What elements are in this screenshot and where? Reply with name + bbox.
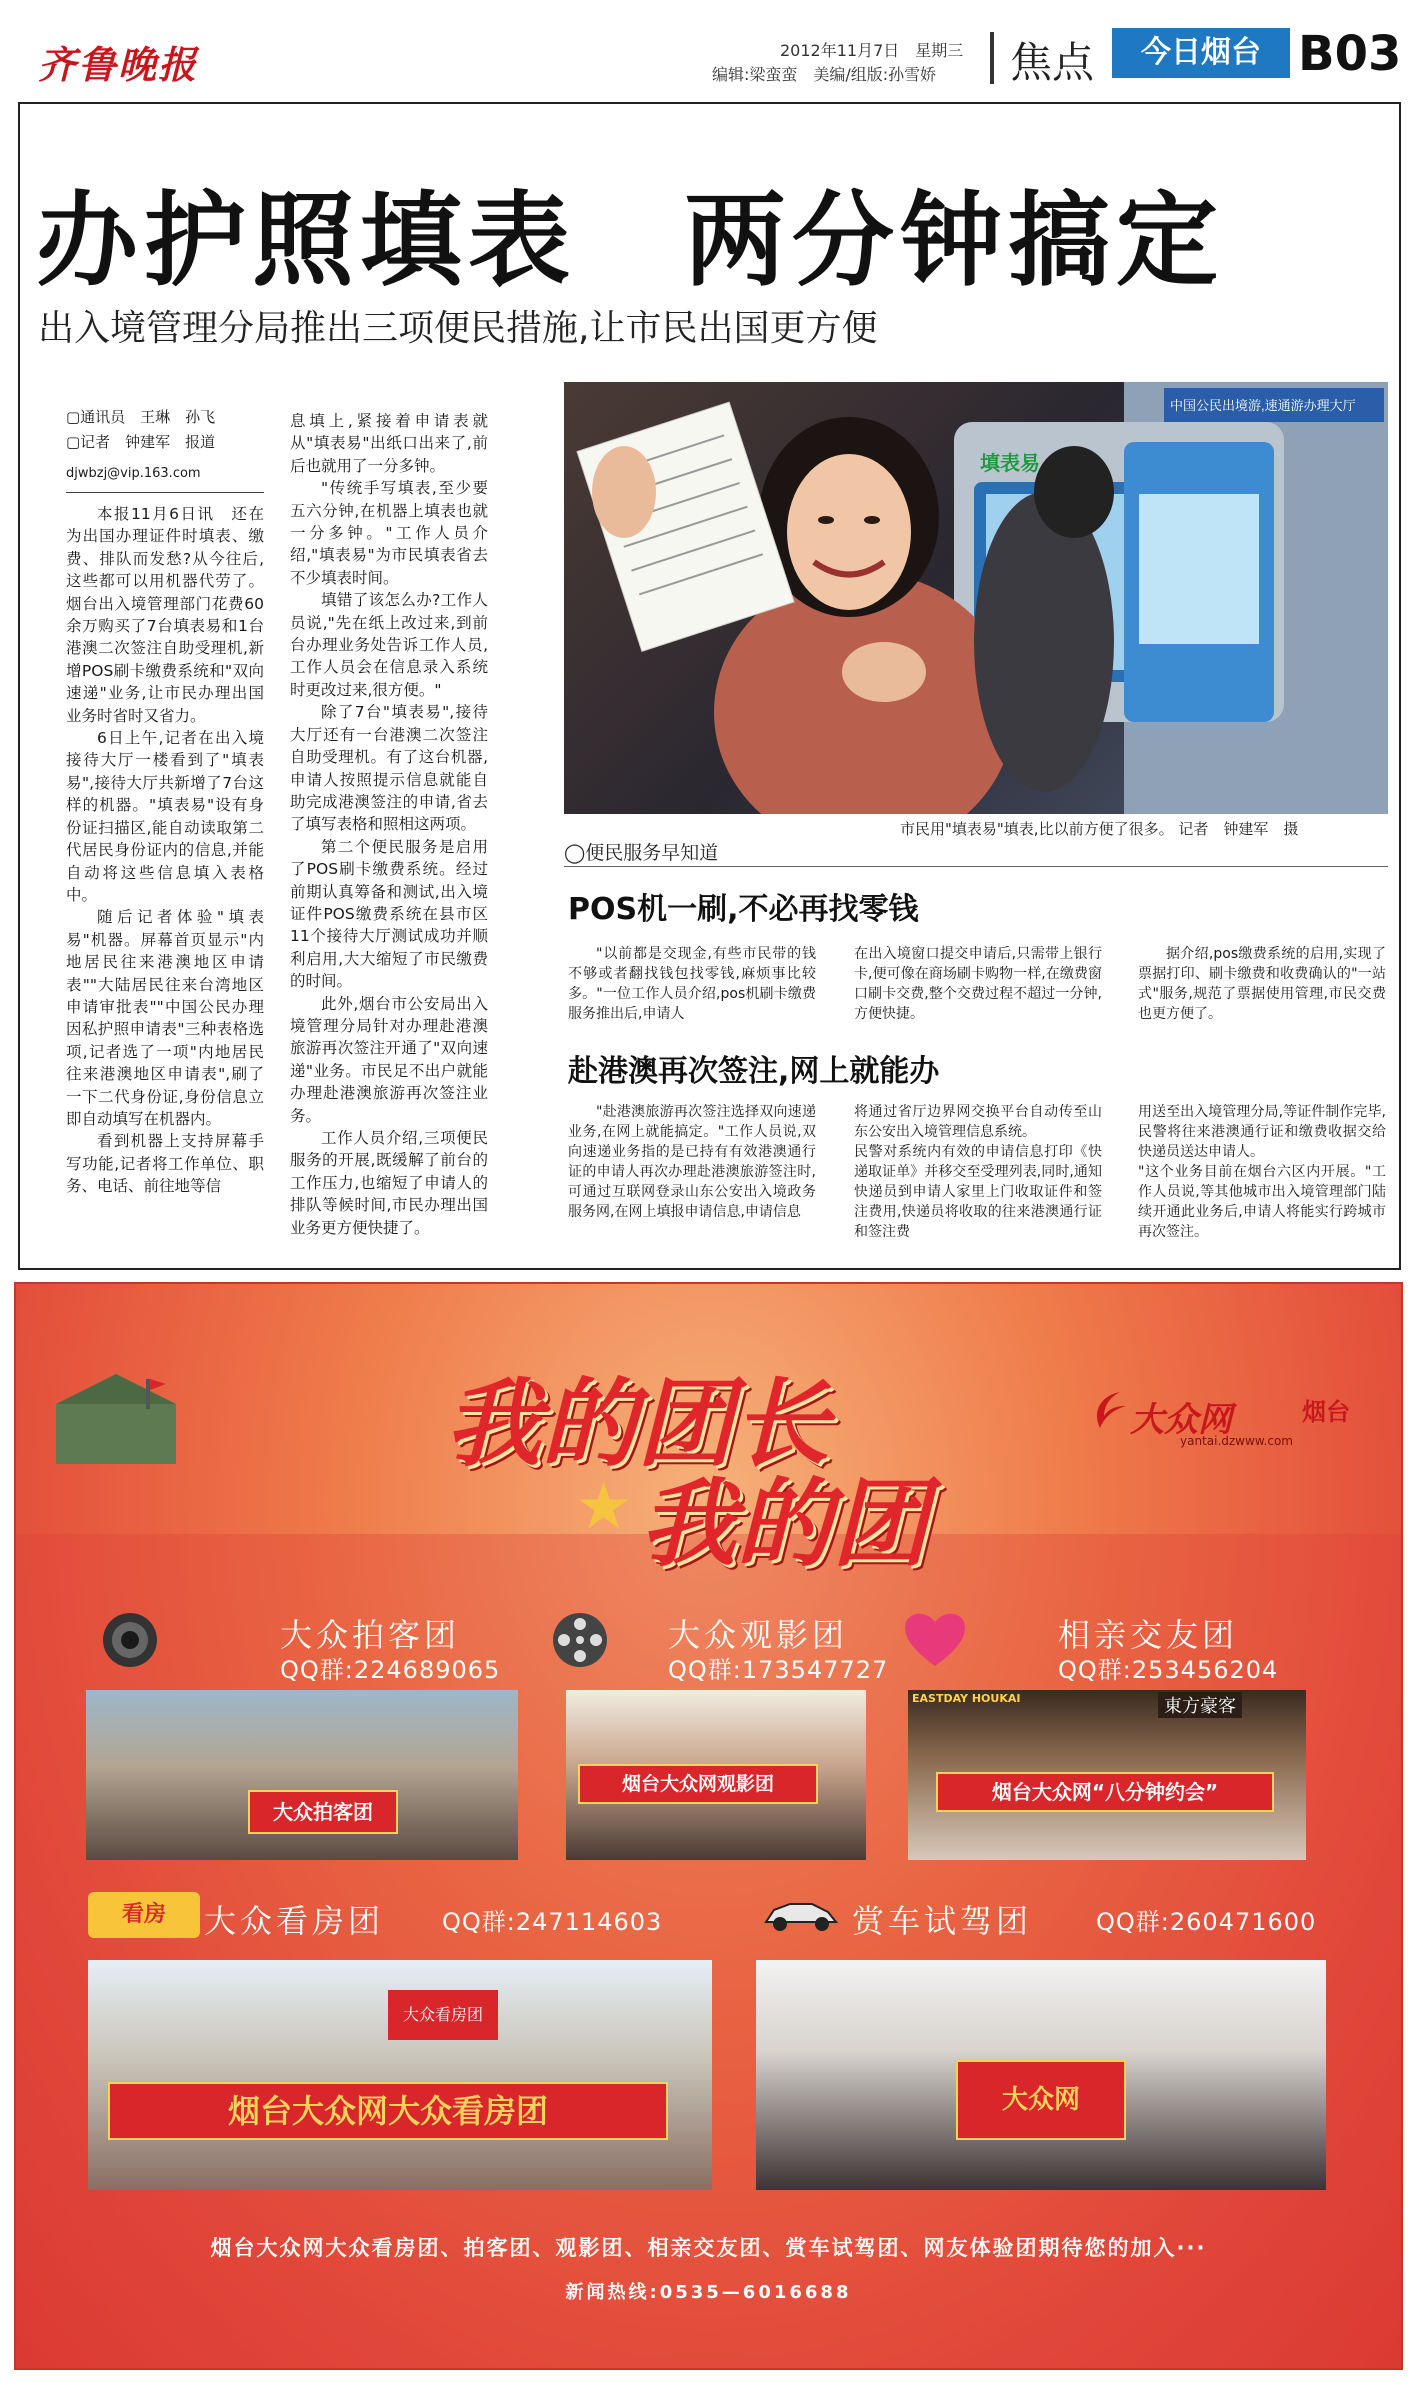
ad-slogan: 烟台大众网大众看房团、拍客团、观影团、相亲交友团、赏车试驾团、网友体验团期待您的加入···	[210, 2236, 1207, 2260]
heart-icon	[900, 1608, 970, 1674]
paragraph: 除了7台"填表易",接待大厅还有一台港澳二次签注自助受理机。有了这台机器,申请人按照提示信息就能自助完成港澳签注的申请,省去了填写表格和照相这两项。	[290, 703, 488, 834]
section-tag: 今日烟台	[1112, 28, 1290, 78]
photo-screen-text: 中国公民出境游,速通游办理大厅	[1170, 398, 1356, 413]
group-photo	[566, 1690, 866, 1860]
group-name: 大众看房团	[204, 1902, 385, 1940]
article-column-2	[290, 410, 488, 1239]
paragraph: "以前都是交现金,有些市民带的钱不够或者翻找钱包找零钱,麻烦事比较多。"一位工作人员介绍,pos机刷卡缴费服务推出后,申请人	[568, 946, 816, 1022]
pos-subheading: POS机一刷,不必再找零钱	[568, 892, 919, 927]
group-photo	[86, 1690, 518, 1860]
paragraph: 据介绍,pos缴费系统的启用,实现了票据打印、刷卡缴费和收费确认的"一站式"服务,规范了票据使用管理,市民交费也更方便了。	[1138, 946, 1386, 1022]
photo-machine-label: 填表易	[980, 451, 1040, 475]
group-banner: 烟台大众网大众看房团	[108, 2082, 668, 2140]
group-photo	[88, 1960, 712, 2190]
pos-column-2	[854, 944, 1102, 1024]
newspaper-logo: 齐鲁晚报	[38, 42, 199, 87]
group-qq: QQ群:247114603	[442, 1908, 663, 1936]
paragraph: 看到机器上支持屏幕手写功能,记者将工作单位、职务、电话、前往地等信	[66, 1132, 264, 1196]
article-column-1	[66, 405, 264, 1198]
paragraph: 将通过省厅边界网交换平台自动传至山东公安出入境管理信息系统。 民警对系统内有效的申请信息打印《快递取证单》并移交至受理列表,同时,通知快递员到申请人家里上门收取证件和签注费用,快递员将收取的往来港澳通行证和签注费	[854, 1104, 1102, 1240]
dazhong-logo-city: 烟台	[1302, 1398, 1350, 1426]
paragraph: 息填上,紧接着申请表就从"填表易"出纸口出来了,前后也就用了一分多钟。	[290, 412, 488, 475]
paragraph: 填错了该怎么办?工作人员说,"先在纸上改过来,到前台办理业务处告诉工作人员,工作人员会在信息录入系统时更改过来,很方便。"	[290, 591, 488, 699]
byline-rule	[66, 492, 264, 493]
photo-illustration	[564, 382, 1388, 814]
ad-hero-title-line1: 我的团长	[445, 1368, 829, 1480]
issue-date: 2012年11月7日 星期三	[780, 41, 964, 60]
dazhong-logo-text: 大众网	[1130, 1400, 1232, 1440]
group-photo	[756, 1960, 1326, 2190]
paragraph: 工作人员介绍,三项便民服务的开展,既缓解了前台的工作压力,也缩短了申请人的排队等候时间,市民办理出国业务更方便快捷了。	[290, 1129, 488, 1237]
paragraph: "传统手写填表,至少要五六分钟,在机器上填表也就一分多钟。"工作人员介绍,"填表易"为市民填表省去不少填表时间。	[290, 479, 488, 587]
byline	[66, 405, 264, 486]
sidebar-title: ◯便民服务早知道	[564, 842, 719, 864]
group-banner: 烟台大众网观影团	[578, 1764, 818, 1804]
hk-column-1	[568, 1102, 816, 1222]
headline: 办护照填表 两分钟搞定	[36, 182, 1224, 301]
paragraph: "赴港澳旅游再次签注选择双向速递业务,在网上就能搞定。"工作人员说,双向速递业务指的是已持有有效港澳通行证的申请人再次办理赴港澳旅游签注时,可通过互联网登录山东公安出入境政务服务网,在网上填报申请信息,申请信息	[568, 1104, 816, 1220]
group-name: 相亲交友团	[1058, 1616, 1239, 1654]
restaurant-sign: EASTDAY HOUKAI	[912, 1692, 1021, 1705]
hk-column-3	[1138, 1102, 1386, 1242]
byline-journalist: ▢记者 钟建军 报道	[66, 433, 216, 451]
camera-lens-icon	[100, 1610, 160, 1674]
group-qq: QQ群:260471600	[1096, 1908, 1317, 1936]
paragraph: 此外,烟台市公安局出入境管理分局针对办理赴港澳旅游再次签注开通了"双向速递"业务。市民足不出户就能办理赴港澳旅游再次签注业务。	[290, 994, 488, 1125]
paragraph: 用送至出入境管理分局,等证件制作完毕,民警将往来港澳通行证和缴费收据交给快递员送达申请人。 "这个业务目前在烟台六区内开展。"工作人员说,等其他城市出入境管理部门陆续开通此业务后,申请人将能实行跨城市再次签注。	[1138, 1104, 1386, 1240]
star-icon: ★	[575, 1470, 633, 1544]
group-name: 大众观影团	[668, 1616, 849, 1654]
group-qq: QQ群:224689065	[280, 1656, 501, 1684]
paragraph: 在出入境窗口提交申请后,只需带上银行卡,便可像在商场刷卡购物一样,在缴费窗口刷卡交费,整个交费过程不超过一分钟,方便快捷。	[854, 946, 1102, 1022]
sidebar-rule	[564, 866, 1388, 867]
paragraph: 第二个便民服务是启用了POS刷卡缴费系统。经过前期认真筹备和测试,出入境证件POS缴费系统在县市区11个接待大厅测试成功并顺利启用,大大缩短了市民缴费的时间。	[290, 837, 488, 991]
news-photo	[564, 382, 1388, 814]
sports-car-icon	[760, 1886, 840, 1940]
ad-hero-title-line2: 我的团	[640, 1468, 928, 1580]
group-photo	[908, 1690, 1306, 1860]
paragraph: 随后记者体验"填表易"机器。屏幕首页显示"内地居民往来港澳地区申请表""大陆居民往来台湾地区申请审批表""中国公民办理因私护照申请表"三种表格选项,记者选了一项"内地居民往来港澳地区申请表",刷了一下二代身份证,身份信息立即自动填写在机器内。	[66, 908, 264, 1128]
group-flag: 大众看房团	[388, 1990, 498, 2040]
masthead-divider	[990, 32, 994, 84]
restaurant-sign: 東方豪客	[1158, 1692, 1242, 1718]
film-reel-icon	[550, 1610, 610, 1674]
page-number: B03	[1298, 26, 1402, 82]
byline-reporters: ▢通讯员 王琳 孙飞	[66, 408, 216, 426]
paragraph: 6日上午,记者在出入境接待大厅一楼看到了"填表易",接待大厅共新增了7台这样的机器。"填表易"设有身份证扫描区,能自动读取第二代居民身份证内的信息,并能自动将这些信息填入表格中。	[66, 729, 264, 904]
group-banner: 大众网	[956, 2060, 1126, 2140]
editor-credit: 编辑:梁蛮蛮 美编/组版:孙雪娇	[712, 65, 937, 84]
photo-caption: 市民用"填表易"填表,比以前方便了很多。 记者 钟建军 摄	[900, 820, 1299, 838]
group-qq: QQ群:173547727	[668, 1656, 889, 1684]
house-logo-icon: 看房	[88, 1892, 200, 1938]
pos-column-3	[1138, 944, 1386, 1024]
group-banner: 烟台大众网“八分钟约会”	[936, 1772, 1274, 1812]
byline-email: djwbzj@vip.163.com	[66, 466, 201, 481]
dazhong-logo-url: yantai.dzwww.com	[1180, 1434, 1293, 1448]
paragraph: 本报11月6日讯 还在为出国办理证件时填表、缴费、排队而发愁?从今往后,这些都可以用机器代劳了。烟台出入境管理部门花费60余万购买了7台填表易和1台港澳二次签注自助受理机,新增POS刷卡缴费系统和"双向速递"业务,让市民办理出国业务时省时又省力。	[66, 505, 264, 725]
subheadline: 出入境管理分局推出三项便民措施,让市民出国更方便	[38, 308, 878, 349]
news-hotline: 新闻热线:0535—6016688	[565, 2282, 852, 2303]
group-banner: 大众拍客团	[248, 1790, 398, 1834]
group-name: 赏车试驾团	[852, 1902, 1033, 1940]
pos-column-1	[568, 944, 816, 1024]
hk-column-2	[854, 1102, 1102, 1242]
group-name: 大众拍客团	[280, 1616, 461, 1654]
section-name: 焦点	[1010, 38, 1095, 87]
hk-subheading: 赴港澳再次签注,网上就能办	[568, 1054, 940, 1089]
group-qq: QQ群:253456204	[1058, 1656, 1279, 1684]
dazhong-logo-icon	[1090, 1388, 1130, 1436]
